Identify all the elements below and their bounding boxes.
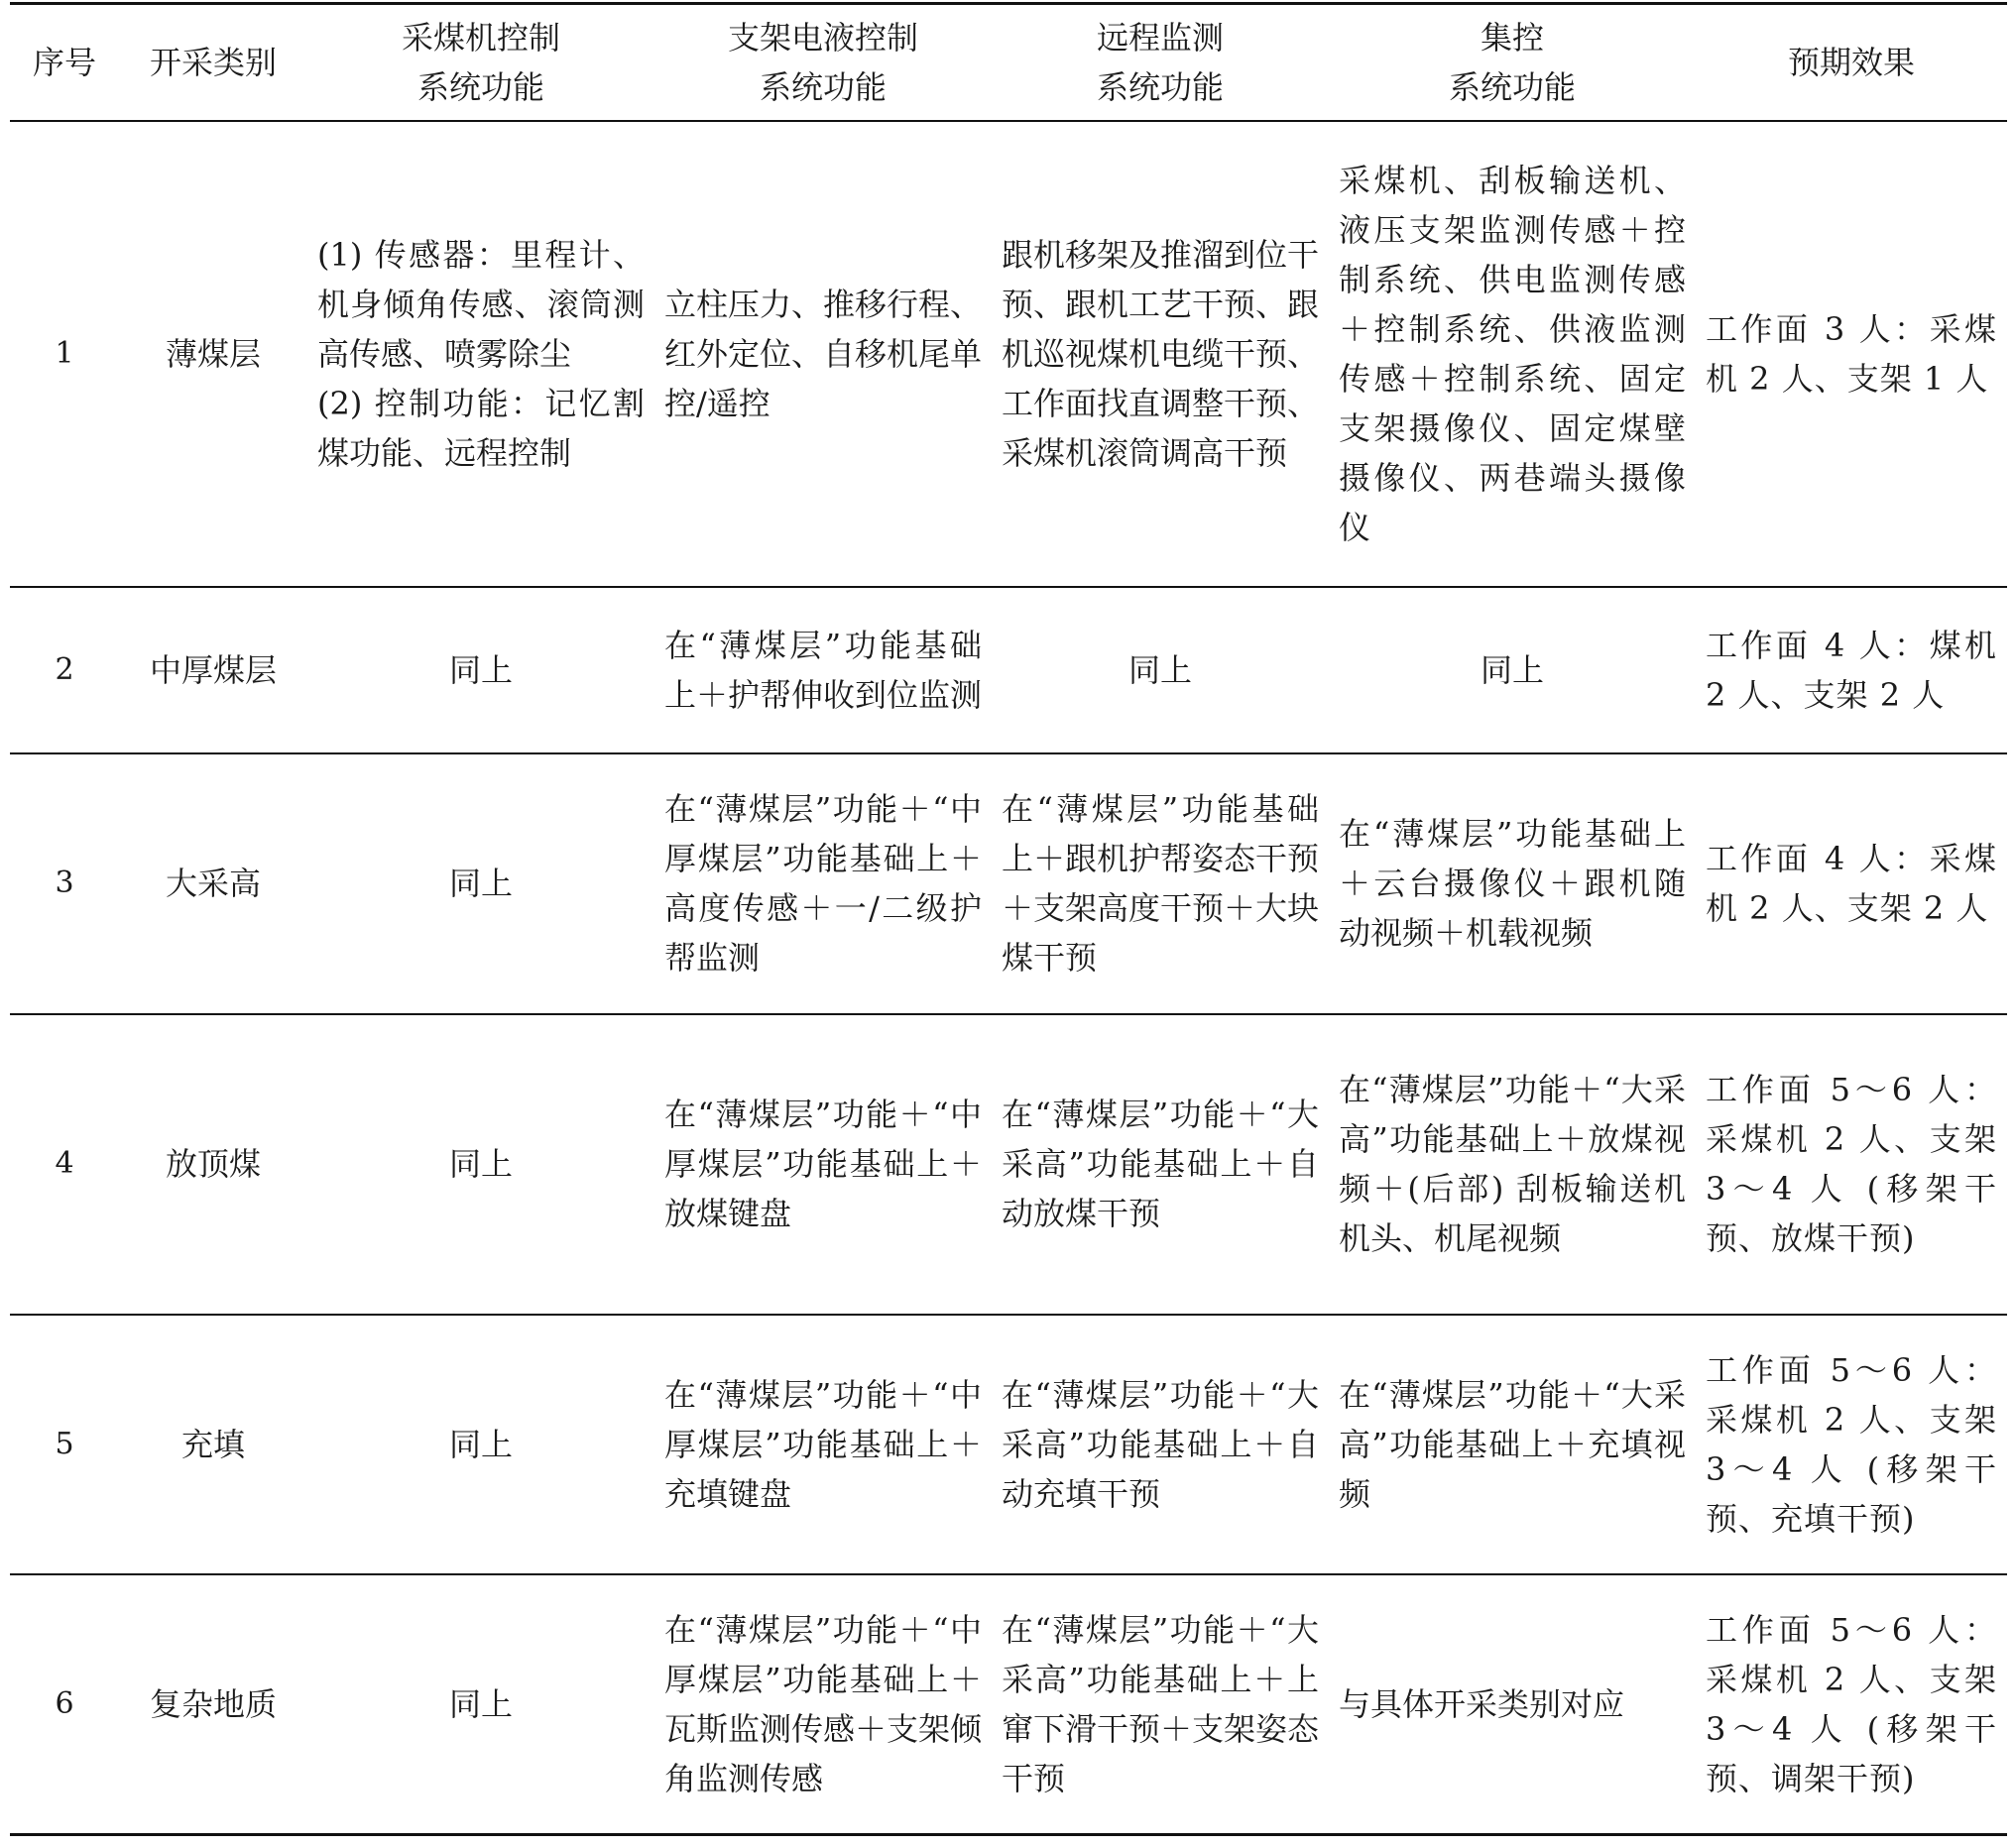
cell-effect: 工作面 4 人：采煤机 2 人、支架 2 人 bbox=[1696, 753, 2007, 1014]
cell-remote: 在“薄煤层”功能＋“大采高”功能基础上＋自动放煤干预 bbox=[992, 1014, 1329, 1315]
header-row bbox=[10, 4, 2007, 121]
header-support-line2: 系统功能 bbox=[759, 67, 887, 106]
header-shearer-line1: 采煤机控制 bbox=[401, 18, 560, 57]
header-remote bbox=[992, 4, 1329, 121]
header-effect bbox=[1696, 4, 2007, 121]
cell-no: 4 bbox=[10, 1014, 119, 1315]
header-effect-text: 预期效果 bbox=[1787, 43, 1915, 81]
table-row bbox=[10, 1574, 2007, 1835]
header-remote-line2: 系统功能 bbox=[1096, 67, 1224, 106]
cell-shearer: 同上 bbox=[307, 1315, 654, 1574]
cell-remote: 跟机移架及推溜到位干预、跟机工艺干预、跟机巡视煤机电缆干预、工作面找直调整干预、采煤机滚筒调高干预 bbox=[992, 121, 1329, 587]
header-support-line1: 支架电液控制 bbox=[727, 18, 918, 57]
cell-shearer: 同上 bbox=[307, 753, 654, 1014]
table-row bbox=[10, 1315, 2007, 1574]
cell-category: 薄煤层 bbox=[119, 121, 307, 587]
cell-effect: 工作面 4 人：煤机 2 人、支架 2 人 bbox=[1696, 587, 2007, 753]
header-remote-line1: 远程监测 bbox=[1096, 18, 1224, 57]
cell-shearer-item-2: (2) 控制功能：记忆割煤功能、远程控制 bbox=[317, 384, 645, 472]
cell-shearer bbox=[307, 121, 654, 587]
cell-central: 在“薄煤层”功能基础上＋云台摄像仪＋跟机随动视频＋机载视频 bbox=[1329, 753, 1696, 1014]
table-row bbox=[10, 121, 2007, 587]
cell-central: 在“薄煤层”功能＋“大采高”功能基础上＋放煤视频＋(后部) 刮板输送机机头、机尾视频 bbox=[1329, 1014, 1696, 1315]
cell-shearer-item-1: (1) 传感器：里程计、机身倾角传感、滚筒测高传感、喷雾除尘 bbox=[317, 235, 645, 373]
cell-category: 中厚煤层 bbox=[119, 587, 307, 753]
cell-category: 大采高 bbox=[119, 753, 307, 1014]
header-central-line1: 集控 bbox=[1480, 18, 1544, 57]
cell-effect: 工作面 5～6 人：采煤机 2 人、支架 3～4 人 (移架干预、充填干预) bbox=[1696, 1315, 2007, 1574]
cell-no: 1 bbox=[10, 121, 119, 587]
cell-no: 3 bbox=[10, 753, 119, 1014]
header-no-text: 序号 bbox=[32, 43, 96, 81]
cell-central: 在“薄煤层”功能＋“大采高”功能基础上＋充填视频 bbox=[1329, 1315, 1696, 1574]
cell-support: 立柱压力、推移行程、红外定位、自移机尾单控/遥控 bbox=[654, 121, 992, 587]
cell-support: 在“薄煤层”功能基础上＋护帮伸收到位监测 bbox=[654, 587, 992, 753]
cell-support: 在“薄煤层”功能＋“中厚煤层”功能基础上＋高度传感＋一/二级护帮监测 bbox=[654, 753, 992, 1014]
table-row bbox=[10, 753, 2007, 1014]
cell-support: 在“薄煤层”功能＋“中厚煤层”功能基础上＋放煤键盘 bbox=[654, 1014, 992, 1315]
cell-shearer: 同上 bbox=[307, 1574, 654, 1835]
cell-no: 5 bbox=[10, 1315, 119, 1574]
header-shearer-line2: 系统功能 bbox=[416, 67, 544, 106]
cell-remote: 同上 bbox=[992, 587, 1329, 753]
cell-effect: 工作面 5～6 人：采煤机 2 人、支架 3～4 人 (移架干预、放煤干预) bbox=[1696, 1014, 2007, 1315]
cell-category: 复杂地质 bbox=[119, 1574, 307, 1835]
header-category-text: 开采类别 bbox=[149, 43, 277, 81]
table-row bbox=[10, 1014, 2007, 1315]
cell-central: 采煤机、刮板输送机、液压支架监测传感＋控制系统、供电监测传感＋控制系统、供液监测传感＋控制系统、固定支架摄像仪、固定煤壁摄像仪、两巷端头摄像仪 bbox=[1329, 121, 1696, 587]
cell-remote: 在“薄煤层”功能＋“大采高”功能基础上＋上窜下滑干预＋支架姿态干预 bbox=[992, 1574, 1329, 1835]
cell-no: 6 bbox=[10, 1574, 119, 1835]
cell-support: 在“薄煤层”功能＋“中厚煤层”功能基础上＋充填键盘 bbox=[654, 1315, 992, 1574]
cell-category: 充填 bbox=[119, 1315, 307, 1574]
header-central-line2: 系统功能 bbox=[1448, 67, 1576, 106]
cell-remote: 在“薄煤层”功能基础上＋跟机护帮姿态干预＋支架高度干预＋大块煤干预 bbox=[992, 753, 1329, 1014]
cell-central: 同上 bbox=[1329, 587, 1696, 753]
cell-support: 在“薄煤层”功能＋“中厚煤层”功能基础上＋瓦斯监测传感＋支架倾角监测传感 bbox=[654, 1574, 992, 1835]
cell-central: 与具体开采类别对应 bbox=[1329, 1574, 1696, 1835]
header-category bbox=[119, 4, 307, 121]
header-shearer bbox=[307, 4, 654, 121]
header-support bbox=[654, 4, 992, 121]
cell-effect: 工作面 3 人：采煤机 2 人、支架 1 人 bbox=[1696, 121, 2007, 587]
header-no bbox=[10, 4, 119, 121]
cell-no: 2 bbox=[10, 587, 119, 753]
cell-shearer: 同上 bbox=[307, 1014, 654, 1315]
header-central bbox=[1329, 4, 1696, 121]
table-header bbox=[10, 4, 2007, 121]
cell-remote: 在“薄煤层”功能＋“大采高”功能基础上＋自动充填干预 bbox=[992, 1315, 1329, 1574]
function-table bbox=[10, 2, 2007, 1836]
cell-shearer: 同上 bbox=[307, 587, 654, 753]
cell-category: 放顶煤 bbox=[119, 1014, 307, 1315]
table-row bbox=[10, 587, 2007, 753]
table-body bbox=[10, 121, 2007, 1835]
cell-effect: 工作面 5～6 人：采煤机 2 人、支架 3～4 人 (移架干预、调架干预) bbox=[1696, 1574, 2007, 1835]
